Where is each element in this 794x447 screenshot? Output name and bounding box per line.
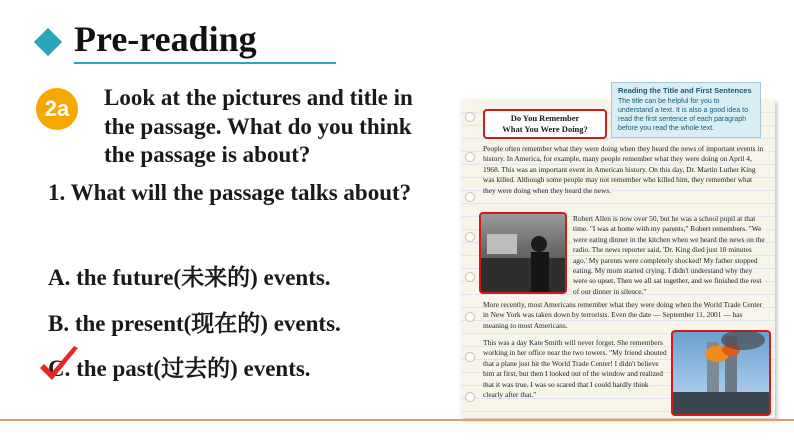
paragraph-3: More recently, most Americans remember what they were doing when the World Trade Center in New York was taken down by terrorists. Even the date — September 11, 2001 — has meaning to most Americans. [483, 300, 763, 330]
paragraph-2: Robert Allen is now over 50, but he was a school pupil at that time. "I was at home with my parents," Robert remembers. "We were eating dinner in the kitchen when we heard the news on the radio. The news reporter said, 'Dr. King died just 10 minutes ago.' My parents were completely shocked! My father stopped eating. My mom started crying. I didn't understand why they were so upset. Then we all sat together, and we finished the rest of our dinner in silence." [573, 214, 765, 296]
binder-hole [465, 192, 475, 202]
footer-divider [0, 419, 794, 421]
textbook-page [461, 86, 775, 418]
article-title-line1: Do You Remember [510, 113, 580, 123]
paragraph-1: People often remember what they were doing when they heard the news of important events in history. In America, for example, many people remember what they were doing on April 4, 1968. This was an important event in American history. On this day, Dr. Martin Luther King was killed. Although some people may not remember who killed him, they remember what they were doing when they heard the news. [483, 144, 764, 195]
diamond-icon [34, 28, 62, 56]
binder-holes [465, 100, 475, 418]
wtc-photo [671, 330, 771, 416]
binder-hole [465, 112, 475, 122]
activity-instruction: Look at the pictures and title in the passage. What do you think the passage is about? [104, 85, 413, 167]
mlk-photo [479, 212, 567, 294]
option-b[interactable]: B. the present(现在的) events. [48, 311, 341, 336]
checkmark-icon [34, 340, 82, 388]
title-underline [74, 62, 336, 64]
page-title: Pre-reading [74, 19, 257, 59]
paragraph-4: This was a day Kate Smith will never forget. She remembers working in her office near the two towers. "My friend shouted that a plane just hit the World Trade Center! I didn't believe him at first, but then I looked out of the window and realized that it was true. I was so scared that I could hardly think clearly after that." [483, 338, 667, 400]
activity-badge: 2a [36, 88, 78, 130]
option-a[interactable]: A. the future(未来的) events. [48, 265, 331, 290]
binder-hole [465, 352, 475, 362]
option-c[interactable]: C. the past(过去的) events. [48, 356, 311, 381]
article-title [483, 109, 607, 139]
note-title: Reading the Title and First Sentences [618, 86, 752, 95]
binder-hole [465, 152, 475, 162]
note-body: The title can be helpful for you to understand a text. It is also a good idea to read the first sentence of each paragraph before you read the whole text. [618, 98, 748, 132]
reading-tip-note [611, 82, 761, 138]
question-text: 1. What will the passage talks about? [48, 180, 412, 205]
binder-hole [465, 392, 475, 402]
binder-hole [465, 232, 475, 242]
article-title-line2: What You Were Doing? [502, 124, 588, 134]
binder-hole [465, 272, 475, 282]
page-header [32, 18, 336, 64]
binder-hole [465, 312, 475, 322]
